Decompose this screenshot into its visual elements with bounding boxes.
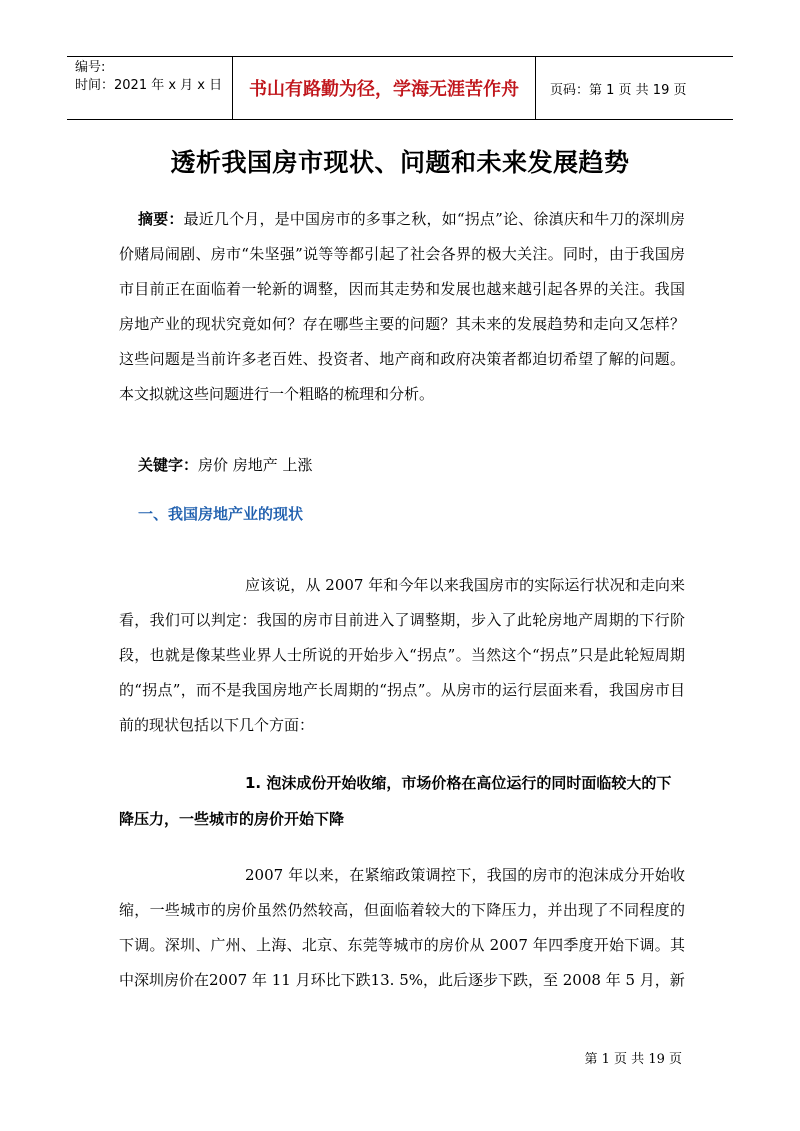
subsection-heading: 1. 泡沫成份开始收缩，市场价格在高位运行的同时面临较大的下降压力，一些城市的房价开始下降 — [119, 774, 672, 828]
abstract-label: 摘要： — [138, 210, 184, 228]
abstract — [119, 202, 685, 412]
abstract-text: 最近几个月，是中国房市的多事之秋，如“拐点”论、徐滇庆和牛刀的深圳房价赌局闹剧、房市“朱坚强”说等等都引起了社会各界的极大关注。同时，由于我国房市目前正在面临着一轮新的调整，因而其走势和发展也越来越引起各界的关注。我国房地产业的现状究竟如何？存在哪些主要的问题？其未来的发展趋势和走向又怎样？这些问题是当前许多老百姓、投资者、地产商和政府决策者都迫切希望了解的问题。本文拟就这些问题进行一个粗略的梳理和分析。 — [119, 210, 685, 403]
page-footer: 第 1 页 共 19 页 — [584, 1052, 682, 1067]
keywords — [119, 448, 704, 483]
subsection-paragraph: 2007 年以来，在紧缩政策调控下，我国的房市的泡沫成分开始收缩，一些城市的房价虽然仍然较高，但面临着较大的下降压力，并出现了不同程度的下调。深圳、广州、上海、北京、东莞等城市的房价从 2007 年四季度开始下调。其中深圳房价在2007 年 11 月环比下跌13. 5%，此后逐步下跌，至 2008 年 5 月，新 — [119, 866, 685, 989]
keywords-text: 房价 房地产 上涨 — [198, 456, 313, 474]
header-motto: 书山有路勤为径，学海无涯苦作舟 — [233, 57, 536, 119]
header-meta — [67, 57, 233, 119]
document-title: 透析我国房市现状、问题和未来发展趋势 — [170, 148, 630, 177]
section-heading: 一、我国房地产业的现状 — [138, 505, 304, 523]
date-label: 时间：2021 年 x 月 x 日 — [75, 78, 223, 93]
section-paragraph: 应该说，从 2007 年和今年以来我国房市的实际运行状况和走向来看，我们可以判定：我国的房市目前进入了调整期，步入了此轮房地产周期的下行阶段，也就是像某些业界人士所说的开始步入“拐点”。当然这个“拐点”只是此轮短周期的“拐点”，而不是我国房地产长周期的“拐点”。从房市的运行层面来看，我国房市目前的现状包括以下几个方面： — [119, 576, 685, 734]
keywords-label: 关键字： — [138, 456, 199, 474]
number-label: 编号: — [75, 60, 106, 75]
header-page-info: 页码：第 1 页 共 19 页 — [550, 82, 687, 98]
page-header — [67, 56, 733, 120]
